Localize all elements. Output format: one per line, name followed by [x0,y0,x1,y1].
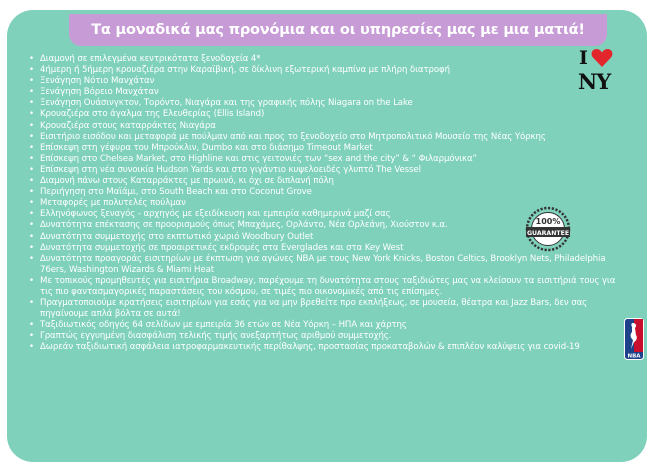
guarantee-badge-icon [523,204,573,254]
list-item: • Κρουαζιέρα στους καταρράκτες Νιαγάρα [29,121,580,132]
list-item: • Ξενάγηση Βόρειο Μανχάταν [29,87,580,98]
list-item: • 4ήμερη ή 5ήμερη κρουαζιέρα στην Καραϊβική, σε δίκλινη εξωτερική καμπίνα με πλήρη διατροφή [29,65,580,76]
nba-logo-icon [624,318,644,360]
guarantee-ribbon-text: GUARANTEE [526,230,570,237]
ny-logo-i: I [579,47,588,69]
title-banner [69,14,607,46]
list-item: • Διαμονή πάνω στους Καταρράκτες με πρωινό, κι όχι σε διπλανή πόλη [29,176,540,187]
list-item: • Δυνατότητα συμμετοχής σε προαιρετικές εκδρομές στα Everglades και στα Key West [29,243,630,254]
list-item: • Δωρεάν ταξιδιωτική ασφάλεια ιατροφαρμακευτικής περίθαλψης, προστασίας προκαταβολών & επιπλέον καλύψεις για covid-19 [29,342,630,353]
list-item: • Δυνατότητα προαγοράς εισιτηρίων με έκπτωση για αγώνες NBA με τους New York Knicks, Boston Celtics, Brooklyn Nets, Philadelphia 76ers, Washington Wizards & Miami Heat [29,254,630,276]
list-item: • Πραγματοποιούμε κρατήσεις εισιτηρίων για εσάς για να μην βρεθείτε προ εκπλήξεως, σε μουσεία, θέατρα και Jazz Bars, δεν σας πηγαίνουμε απλά βόλτα σε αυτά! [29,298,630,320]
list-item: • Γραπτώς εγγυημένη διασφάλιση τελικής τιμής ανεξαρτήτως αριθμού συμμετοχής. [29,331,630,342]
list-item: • Ξενάγηση Νότιο Μανχάταν [29,76,580,87]
list-item: • Διαμονή σε επιλεγμένα κεντρικότατα ξενοδοχεία 4* [29,54,580,65]
guarantee-percent: 100% [535,217,561,226]
ny-logo-ny: NY [578,69,611,94]
list-item: • Επίσκεψη στη γέφυρα του Μπρούκλιν, Dumbo και στο διάσημο Timeout Market [29,143,540,154]
list-item: • Ξενάγηση Ουάσινγκτον, Τορόντο, Νιαγάρα και της γραφικής πόλης Niagara on the Lake [29,98,580,109]
list-item: • Δυνατότητα επέκτασης σε προορισμούς όπως Μπαχάμες, Ορλάντο, Νέα Ορλεάνη, Χιούστον κ.α. [29,220,630,231]
list-item: • Δυνατότητα συμμετοχής στο εκπτωτικό χωριό Woodbury Outlet [29,232,630,243]
list-item: • Εισιτήριο εισόδου και μεταφορά με πούλμαν από και προς το ξενοδοχείο στο Μητροπολιτικό Μουσείο της Νέας Υόρκης [29,132,580,143]
list-item: • Μεταφορές με πολυτελές πούλμαν [29,198,540,209]
list-item: • Με τοπικούς προμηθευτές για εισιτήρια Broadway, παρέχουμε τη δυνατότητα στους ταξιδιώτες μας να κλείσουν τα εισιτήριά τους για τις πιο φαντασμαγορικές παραστάσεις του κόσμου, σε τιμές πιο οικονομικές από τις επίσημες. [29,276,630,298]
nba-text: NBA [627,353,641,360]
list-item: • Επίσκεψη στη νέα συνοικία Hudson Yards και στο γιγάντιο κυψελοειδές γλυπτό The Vessel [29,165,540,176]
heart-icon [591,48,613,68]
list-item: • Κρουαζιέρα στο άγαλμα της Ελευθερίας (Ellis Island) [29,109,580,120]
list-item: • Επίσκεψη στο Chelsea Market, στο Highline και στις γειτονιές των “sex and the city” & “ Φιλαρμόνικα” [29,154,540,165]
i-love-ny-logo [575,45,617,101]
list-item: • Περιήγηση στο Μαϊάμι, στο South Beach και στο Coconut Grove [29,187,540,198]
list-item: • Ελληνόφωνος ξεναγός - αρχηγός με εξειδίκευση και εμπειρία καθημερινά μαζί σας [29,209,540,220]
list-item: • Ταξιδιωτικός οδηγός 64 σελίδων με εμπειρία 36 ετών σε Νέα Υόρκη – ΗΠΑ και χάρτης [29,320,630,331]
page-title: Τα μοναδικά μας προνόμια και οι υπηρεσίες μας με μια ματιά! [91,22,585,38]
